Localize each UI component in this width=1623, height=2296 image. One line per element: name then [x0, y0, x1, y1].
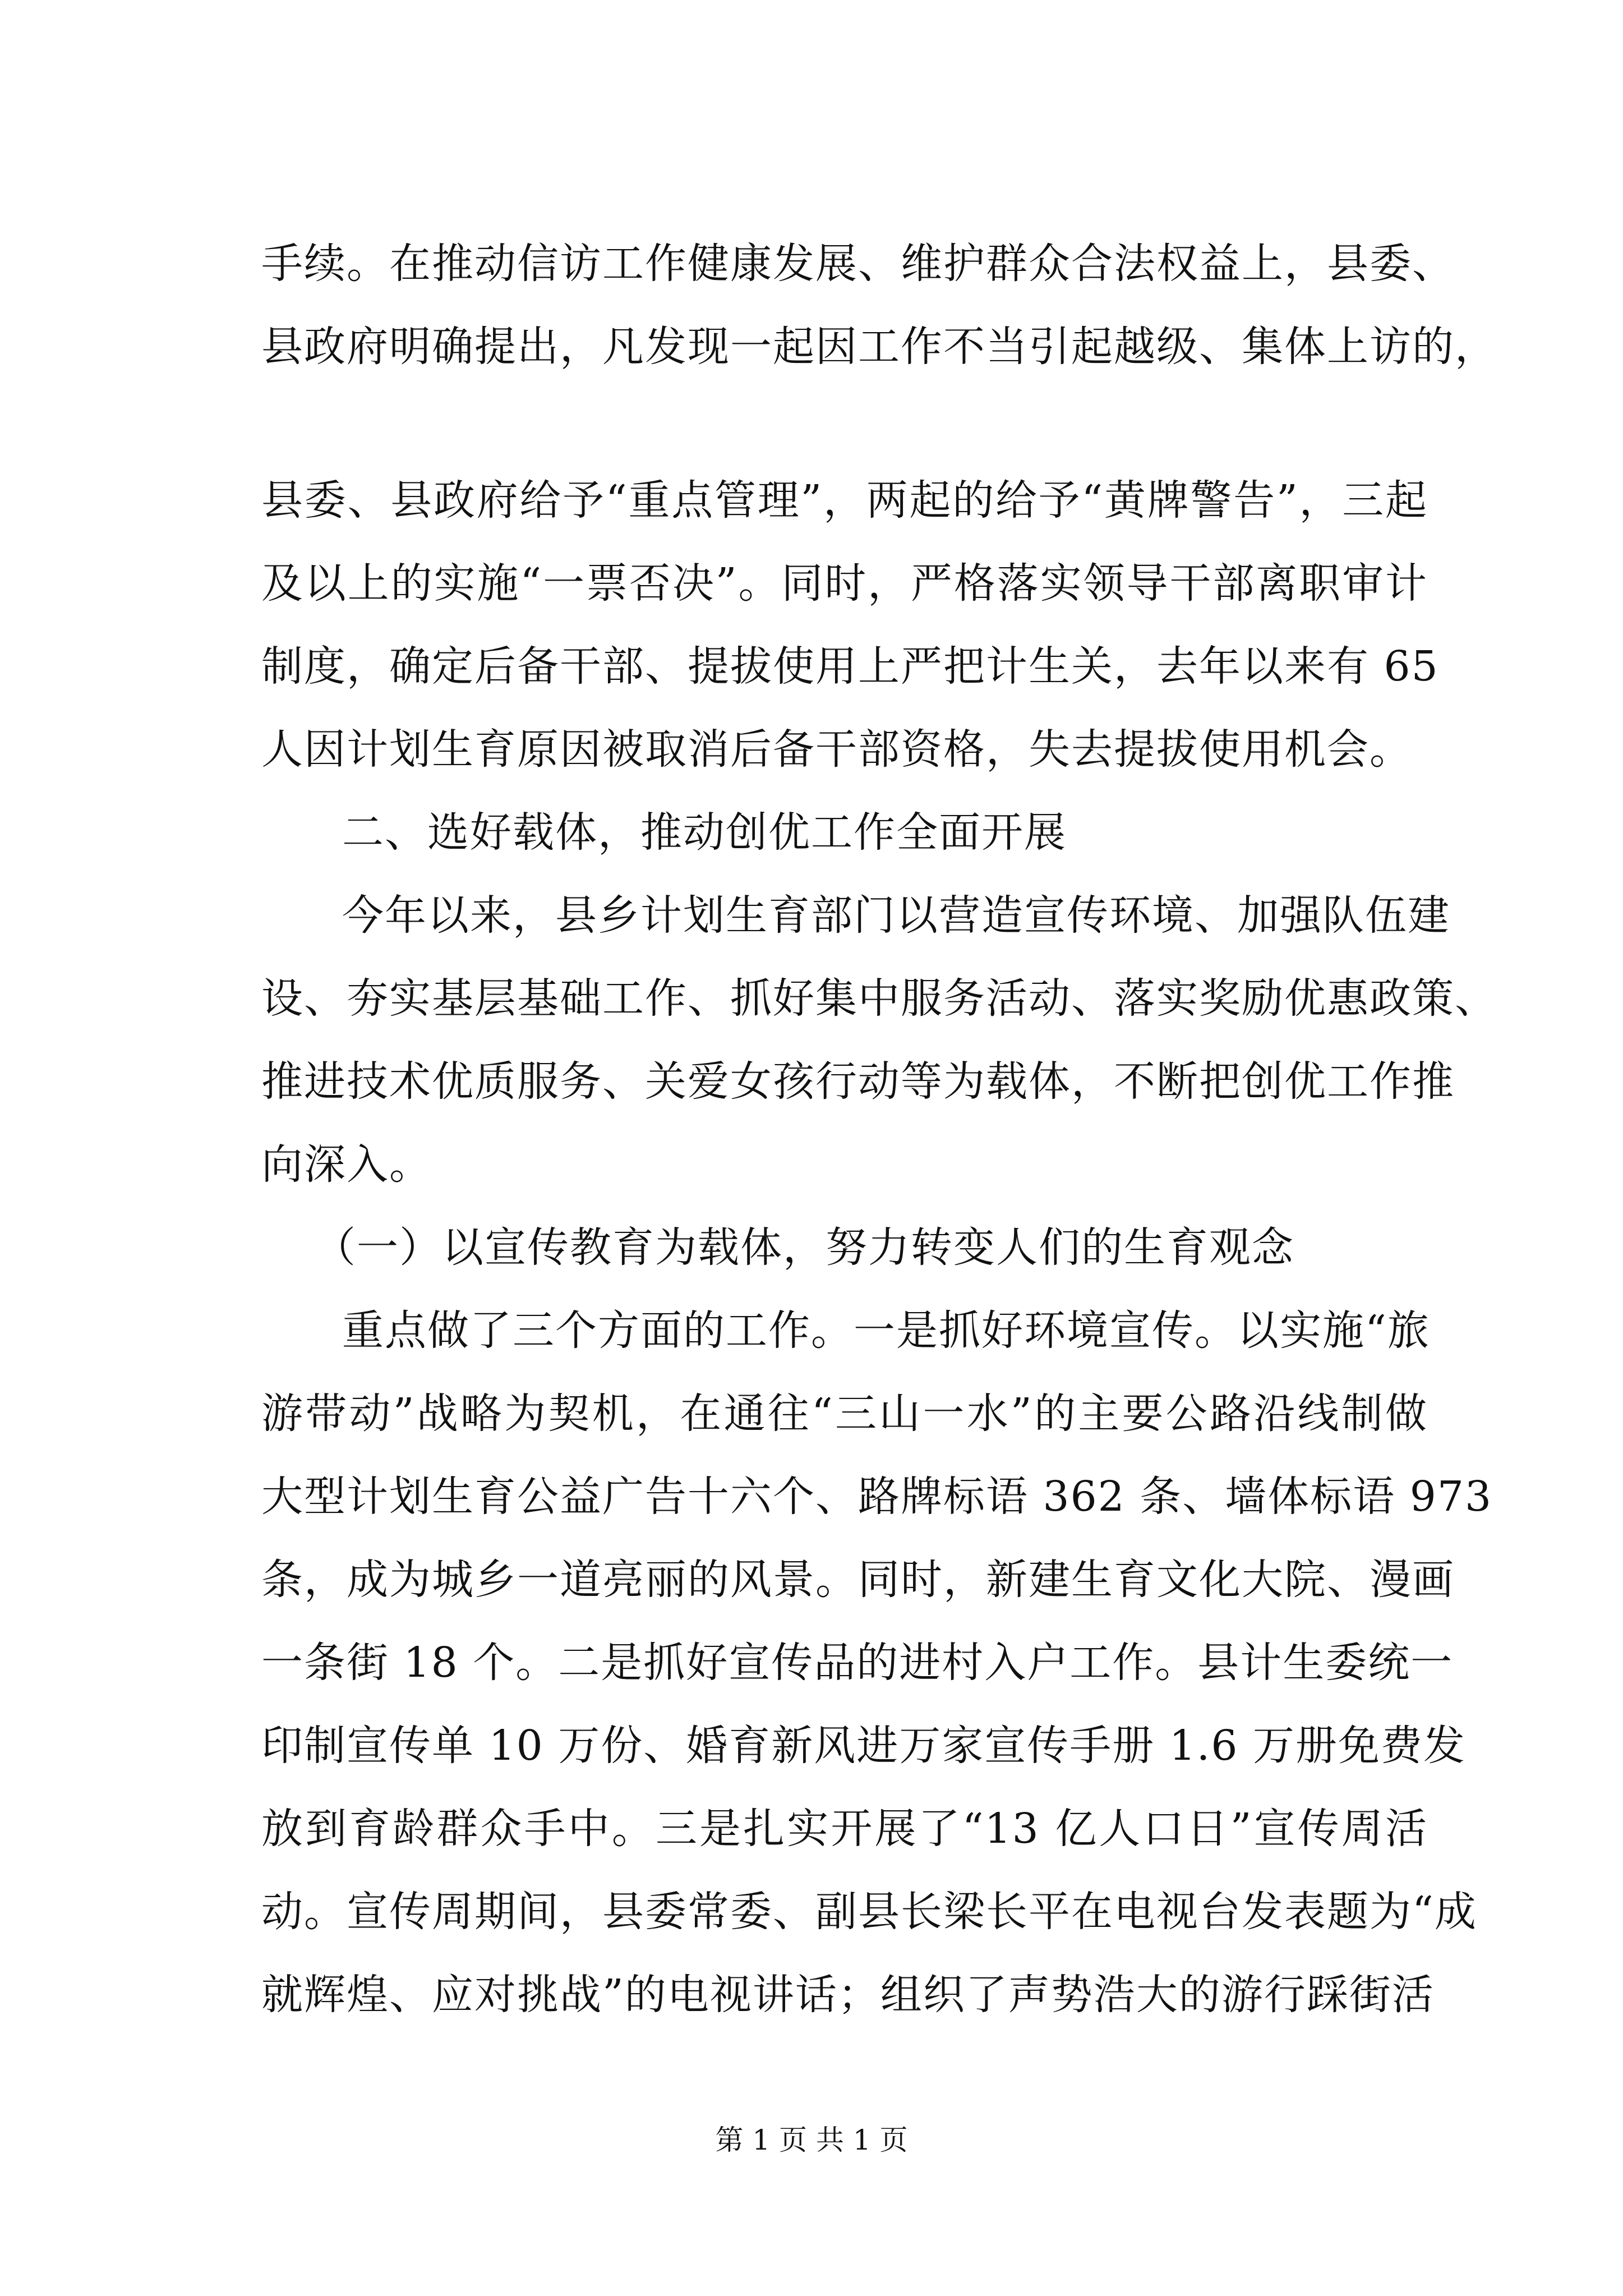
- section-heading: 二、选好载体，推动创优工作全面开展: [342, 808, 1067, 857]
- text-line-20: 动。宣传周期间，县委常委、副县长梁长平在电视台发表题为“成: [261, 1888, 1477, 1936]
- subsection-heading: （一）以宣传教育为载体，努力转变人们的生育观念: [314, 1223, 1294, 1272]
- text-line-16: 条，成为城乡一道亮丽的风景。同时，新建生育文化大院、漫画: [261, 1556, 1455, 1604]
- text-line-5: 制度，确定后备干部、提拔使用上严把计生关，去年以来有 65: [261, 642, 1439, 691]
- text-line-17: 一条街 18 个。二是抓好宣传品的进村入户工作。县计生委统一: [261, 1639, 1454, 1687]
- text-line-13: 重点做了三个方面的工作。一是抓好环境宣传。以实施“旅: [342, 1306, 1430, 1355]
- text-line-8: 今年以来，县乡计划生育部门以营造宣传环境、加强队伍建: [342, 891, 1450, 940]
- text-line-10: 推进技术优质服务、关爱女孩行动等为载体，不断把创优工作推: [261, 1057, 1455, 1106]
- text-line-2: 县政府明确提出，凡发现一起因工作不当引起越级、集体上访的，: [261, 323, 1497, 371]
- text-line-21: 就辉煌、应对挑战”的电视讲话；组织了声势浩大的游行踩街活: [261, 1971, 1435, 2019]
- text-line-14: 游带动”战略为契机，在通往“三山一水”的主要公路沿线制做: [261, 1389, 1428, 1438]
- text-line-19: 放到育龄群众手中。三是扎实开展了“13 亿人口日”宣传周活: [261, 1805, 1428, 1853]
- text-line-3: 县委、县政府给予“重点管理”，两起的给予“黄牌警告”，三起: [261, 476, 1428, 524]
- text-line-18: 印制宣传单 10 万份、婚育新风进万家宣传手册 1.6 万册免费发: [261, 1722, 1466, 1770]
- page-footer: 第 1 页 共 1 页: [715, 2124, 908, 2156]
- text-line-9: 设、夯实基层基础工作、抓好集中服务活动、落实奖励优惠政策、: [261, 974, 1497, 1023]
- text-line-6: 人因计划生育原因被取消后备干部资格，失去提拔使用机会。: [261, 725, 1412, 774]
- text-line-11: 向深入。: [261, 1140, 432, 1189]
- text-line-4: 及以上的实施“一票否决”。同时，严格落实领导干部离职审计: [261, 559, 1428, 608]
- text-line-15: 大型计划生育公益广告十六个、路牌标语 362 条、墙体标语 973: [261, 1473, 1493, 1521]
- text-line-1: 手续。在推动信访工作健康发展、维护群众合法权益上，县委、: [261, 240, 1455, 288]
